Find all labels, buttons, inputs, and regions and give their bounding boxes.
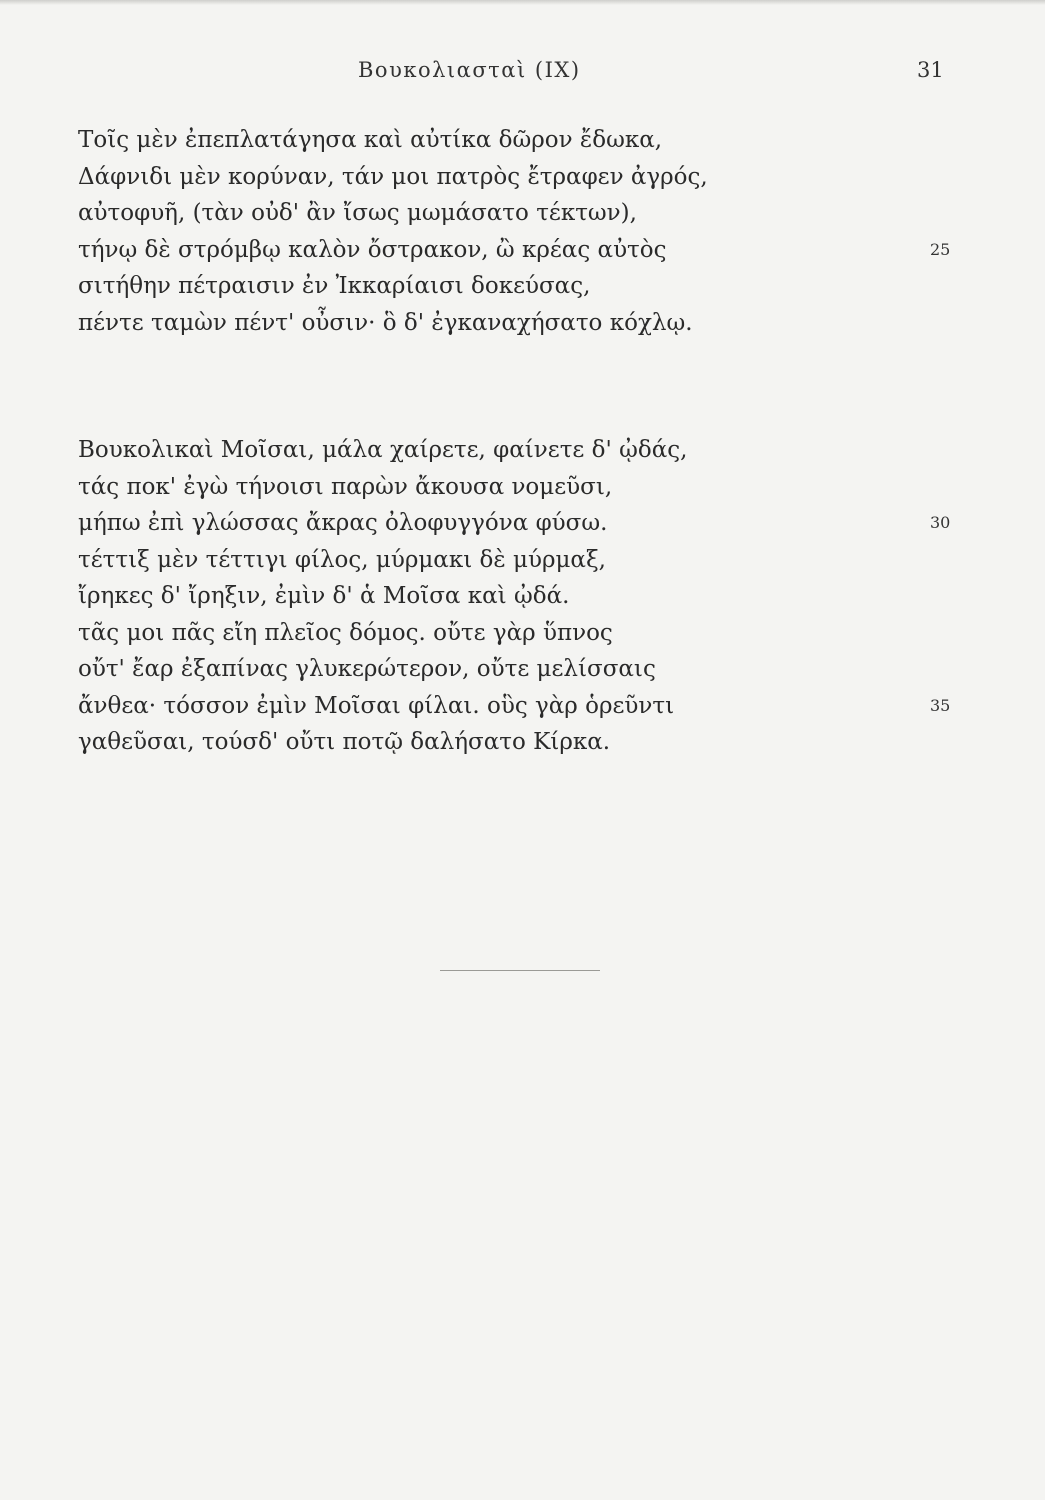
verse-text: αὐτοφυῆ, (τὰν οὐδ' ἂν ἴσως μωμάσατο τέκτων), — [78, 200, 637, 226]
verse-text: ἄνθεα· τόσσον ἐμὶν Μοῖσαι φίλαι. οὓς γὰρ ὁρεῦντι — [78, 692, 675, 719]
verse-text: Τοῖς μὲν ἐπεπλατάγησα καὶ αὐτίκα δῶρον ἔδωκα, — [78, 127, 663, 153]
stanza-2 — [78, 432, 978, 761]
running-header — [0, 58, 1045, 88]
verse-text: τήνῳ δὲ στρόμβῳ καλὸν ὄστρακον, ὢ κρέας αὐτὸς — [78, 236, 667, 263]
verse-text: σιτήθην πέτραισιν ἐν Ἰκκαρίαισι δοκεύσας, — [78, 273, 591, 299]
verse-text: οὔτ' ἔαρ ἐξαπίνας γλυκερώτερον, οὔτε μελίσσαις — [78, 656, 656, 682]
verse-line — [78, 268, 978, 305]
line-number: 35 — [930, 695, 951, 715]
verse-line — [78, 305, 978, 342]
verse-text: μήπω ἐπὶ γλώσσας ἄκρας ὀλοφυγγόνα φύσω. — [78, 510, 608, 536]
verse-text: τάς ποκ' ἐγὼ τήνοισι παρὼν ἄκουσα νομεῦσι, — [78, 473, 613, 500]
verse-line — [78, 578, 978, 615]
verse-line — [78, 159, 978, 196]
verse-line — [78, 195, 978, 232]
verse-text: ἴρηκες δ' ἴρηξιν, ἐμὶν δ' ἁ Μοῖσα καὶ ᾠδά. — [78, 583, 570, 609]
verse-line — [78, 505, 978, 542]
verse-line — [78, 232, 978, 269]
verse-text: Βουκολικαὶ Μοῖσαι, μάλα χαίρετε, φαίνετε δ' ᾠδάς, — [78, 437, 688, 463]
scan-top-edge — [0, 0, 1045, 5]
verse-text: τέττιξ μὲν τέττιγι φίλος, μύρμακι δὲ μύρμαξ, — [78, 546, 606, 573]
line-number: 25 — [930, 239, 951, 259]
verse-line — [78, 469, 978, 506]
verse-text: πέντε ταμὼν πέντ' οὖσιν· ὃ δ' ἐγκαναχήσατο κόχλῳ. — [78, 309, 693, 336]
running-title: Βουκολιασταὶ (ΙΧ) — [358, 58, 581, 82]
verse-line — [78, 615, 978, 652]
verse-text: γαθεῦσαι, τούσδ' οὔτι ποτῷ δαλήσατο Κίρκα. — [78, 729, 611, 755]
verse-text: τᾶς μοι πᾶς εἴη πλεῖος δόμος. οὔτε γὰρ ὕπνος — [78, 619, 613, 646]
verse-text: Δάφνιδι μὲν κορύναν, τάν μοι πατρὸς ἔτραφεν ἀγρός, — [78, 163, 708, 190]
verse-line — [78, 122, 978, 159]
verse-line — [78, 688, 978, 725]
verse-line — [78, 651, 978, 688]
verse-line — [78, 542, 978, 579]
line-number: 30 — [930, 513, 951, 532]
verse-line — [78, 724, 978, 761]
verse-line — [78, 432, 978, 469]
end-divider-rule — [440, 970, 600, 971]
stanza-1 — [78, 122, 978, 341]
page-number: 31 — [917, 58, 944, 82]
